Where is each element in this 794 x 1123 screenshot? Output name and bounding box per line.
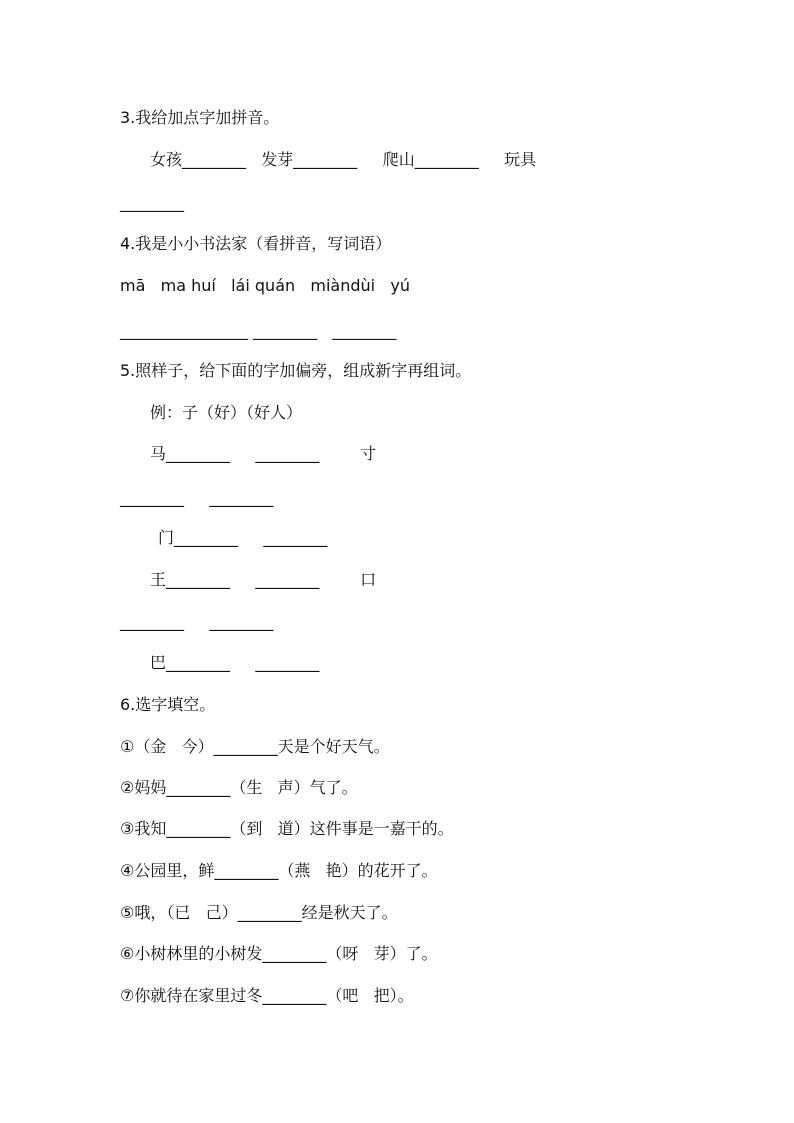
q6-item-5: ⑤哦，（已 己）________经是秋天了。: [120, 903, 398, 922]
q4-blanks: ________________ ________ ________: [120, 321, 397, 340]
q6-title: 6.选字填空。: [120, 695, 216, 714]
q6-item-7: ⑦你就待在家里过冬________（吧 把）。: [120, 986, 414, 1005]
q6-item-3: ③我知________（到 道）这件事是一嘉干的。: [120, 819, 454, 838]
q5-title: 5.照样子，给下面的字加偏旁，组成新字再组词。: [120, 361, 472, 380]
q5-row-1: 马________ ________ 寸: [150, 444, 377, 463]
q4-pinyin: mā ma huí lái quán miàndùi yú: [120, 276, 410, 295]
q5-row-4: 王________ ________ 口: [150, 570, 377, 589]
q5-row-2: ________ ________: [120, 488, 274, 507]
q6-item-2: ②妈妈________（生 声）气了。: [120, 778, 358, 797]
q4-title: 4.我是小小书法家（看拼音，写词语）: [120, 234, 392, 253]
q5-row-5: ________ ________: [120, 612, 274, 631]
q3-title: 3.我给加点字加拼音。: [120, 108, 280, 127]
q3-row-1: 女孩________ 发芽________ 爬山________ 玩具: [150, 150, 537, 169]
q5-row-3: 门________ ________: [158, 528, 328, 547]
q6-item-4: ④公园里，鲜________（燕 艳）的花开了。: [120, 861, 438, 880]
q5-example: 例：子（好）（好人）: [150, 403, 303, 422]
q6-item-6: ⑥小树林里的小树发________（呀 芽）了。: [120, 944, 438, 963]
q6-item-1: ①（金 今）________天是个好天气。: [120, 737, 390, 756]
q5-row-6: 巴________ ________: [150, 653, 320, 672]
q3-row-2: ________: [120, 193, 184, 212]
